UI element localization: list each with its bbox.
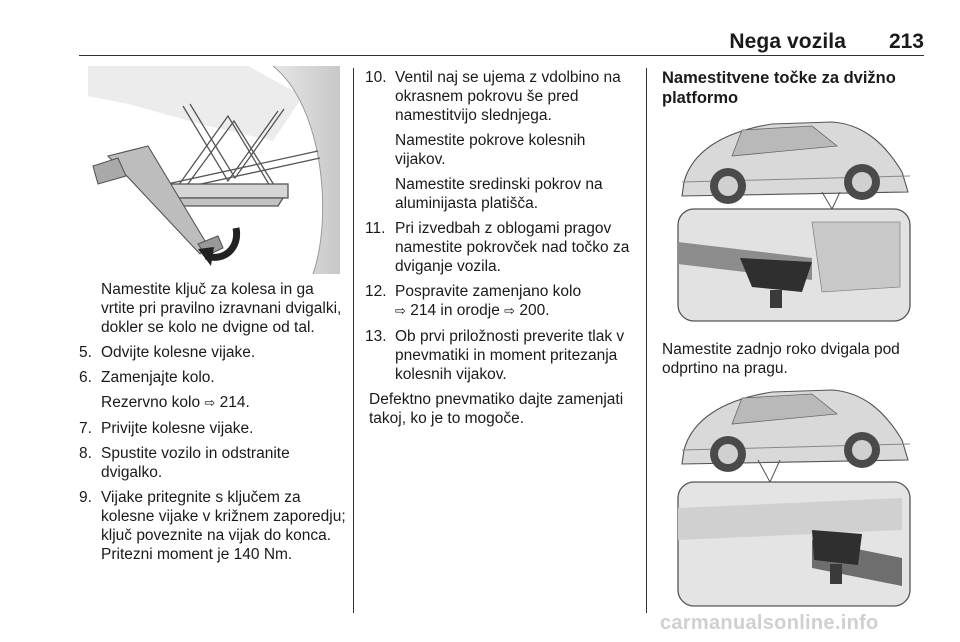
list-text: Privijte kolesne vijake. — [101, 420, 254, 437]
intro-paragraph: Namestite ključ za kolesa in ga vrtite pri pravilno izravnani dvigalki, dokler se kolo ne dvigne od tal. — [101, 281, 342, 336]
jack-illustration — [88, 66, 340, 274]
page-number: 213 — [888, 30, 924, 53]
column-1 — [79, 280, 349, 564]
running-header-title: Nega vozila — [729, 30, 846, 53]
list-text: Zamenjajte kolo. — [101, 369, 215, 386]
list-item-8 — [79, 444, 349, 482]
column-3-text — [662, 340, 924, 378]
page-reference-icon: ⇨ — [395, 304, 406, 319]
list-number: 10. — [365, 69, 387, 86]
list-text: Ob prvi priložnosti preverite tlak v pnevmatiki in moment pritezanja kolesnih vijakov. — [395, 328, 625, 383]
list-text: Spustite vozilo in odstranite dvigalko. — [101, 445, 290, 481]
section-heading: Namestitvene točke za dvižno platformo — [662, 69, 896, 107]
list-text: Ventil naj se ujema z vdolbino na okrasnem pokrovu še pred namestitvijo slednjega. — [395, 69, 621, 124]
list-number: 5. — [79, 344, 92, 361]
list-text: Pospravite zamenjano kolo — [395, 283, 582, 300]
list-number: 6. — [79, 369, 92, 386]
page-reference-icon: ⇨ — [504, 304, 516, 319]
list-number: 11. — [365, 220, 386, 237]
list-item-6 — [79, 368, 349, 387]
note-paragraph: Defektno pnevmatiko dajte zamenjati takoj, ko je to mogoče. — [369, 391, 624, 427]
header-rule — [79, 55, 924, 56]
list-number: 8. — [79, 445, 92, 462]
lift-arm-paragraph: Namestite zadnjo roko dvigala pod odprtino na pragu. — [662, 341, 900, 377]
list-number: 7. — [79, 420, 92, 437]
spare-wheel-reference: Rezervno kolo ⇨ 214. — [101, 394, 250, 411]
sub-paragraph-2: Namestite sredinski pokrov na aluminijasta platišča. — [395, 176, 603, 212]
page-reference-icon: ⇨ — [204, 396, 216, 411]
list-item-7 — [79, 419, 349, 438]
list-item-12: 12. Pospravite zamenjano kolo ⇨ 214 in orodje ⇨ 200. — [365, 283, 582, 319]
list-number: 9. — [79, 489, 92, 506]
watermark: carmanualsonline.info — [660, 612, 879, 634]
list-text: Vijake pritegnite s ključem za kolesne vijake v križnem zaporedju; ključ poveznite na vijak do konca. Pritezni moment je 140 Nm. — [101, 489, 346, 563]
list-text: Odvijte kolesne vijake. — [101, 344, 256, 361]
car-lift-point-front-illustration — [662, 112, 924, 326]
list-item-10 — [365, 68, 635, 125]
column-divider-1 — [353, 68, 354, 613]
list-item-9 — [79, 488, 349, 564]
column-2 — [365, 68, 635, 428]
car-lift-point-rear-illustration — [662, 380, 924, 616]
list-item-11 — [365, 219, 635, 276]
list-number: 13. — [365, 328, 387, 345]
column-divider-2 — [646, 68, 647, 613]
list-number: 12. — [365, 283, 387, 300]
sub-paragraph-1: Namestite pokrove kolesnih vijakov. — [395, 132, 586, 168]
column-3 — [662, 68, 924, 108]
list-item-13 — [365, 327, 635, 384]
list-text: Pri izvedbah z oblogami pragov namestite pokrovček nad točko za dviganje vozila. — [395, 220, 630, 275]
list-item-5 — [79, 343, 349, 362]
